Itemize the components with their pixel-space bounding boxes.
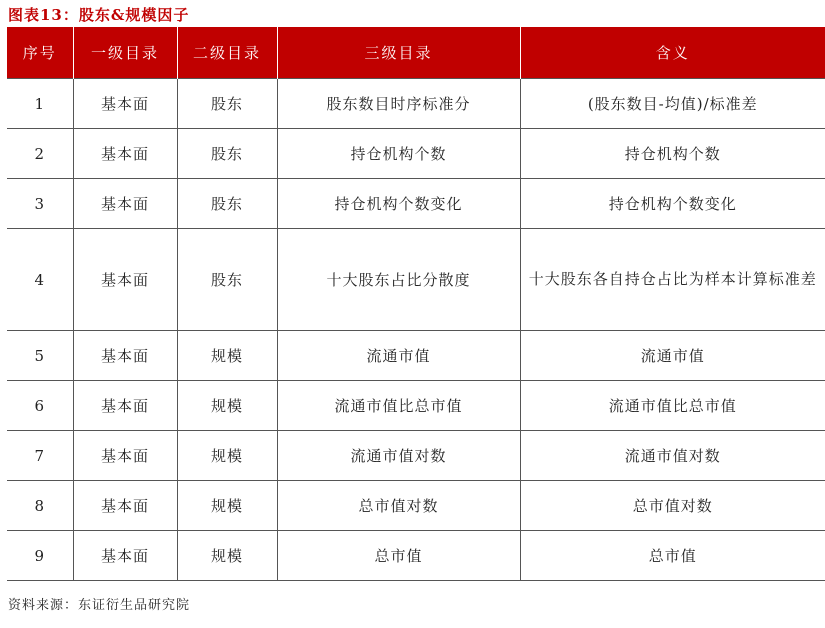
cell-index: 4 <box>7 229 73 331</box>
cell-level1: 基本面 <box>73 431 177 481</box>
cell-meaning: 十大股东各自持仓占比为样本计算标准差 <box>520 229 825 331</box>
cell-level1: 基本面 <box>73 179 177 229</box>
cell-meaning: 持仓机构个数变化 <box>520 179 825 229</box>
cell-level1: 基本面 <box>73 331 177 381</box>
cell-level3: 流通市值 <box>277 331 520 381</box>
cell-level1: 基本面 <box>73 481 177 531</box>
cell-level2: 规模 <box>177 531 277 581</box>
cell-level2: 规模 <box>177 331 277 381</box>
cell-level2: 股东 <box>177 229 277 331</box>
table-row <box>7 129 825 179</box>
cell-level1: 基本面 <box>73 381 177 431</box>
table-row <box>7 431 825 481</box>
cell-index: 1 <box>7 79 73 129</box>
cell-level2: 规模 <box>177 381 277 431</box>
cell-level3: 流通市值比总市值 <box>277 381 520 431</box>
factor-table <box>7 27 825 581</box>
cell-index: 6 <box>7 381 73 431</box>
cell-level2: 股东 <box>177 79 277 129</box>
cell-level1: 基本面 <box>73 531 177 581</box>
cell-index: 7 <box>7 431 73 481</box>
cell-level3: 总市值对数 <box>277 481 520 531</box>
table-row <box>7 331 825 381</box>
cell-level3: 持仓机构个数 <box>277 129 520 179</box>
cell-meaning: 流通市值对数 <box>520 431 825 481</box>
table-row <box>7 481 825 531</box>
table-row <box>7 79 825 129</box>
cell-meaning: 流通市值 <box>520 331 825 381</box>
cell-meaning: 总市值 <box>520 531 825 581</box>
cell-index: 9 <box>7 531 73 581</box>
header-index: 序号 <box>7 27 73 79</box>
cell-level2: 股东 <box>177 129 277 179</box>
table-row <box>7 179 825 229</box>
figure-title: 图表13：股东&规模因子 <box>8 6 190 24</box>
cell-level3: 十大股东占比分散度 <box>277 229 520 331</box>
cell-meaning: (股东数目-均值)/标准差 <box>520 79 825 129</box>
cell-index: 2 <box>7 129 73 179</box>
table-row <box>7 531 825 581</box>
header-level2: 二级目录 <box>177 27 277 79</box>
cell-level1: 基本面 <box>73 129 177 179</box>
factor-table-container <box>7 27 825 581</box>
source-note: 资料来源：东证衍生品研究院 <box>8 598 191 613</box>
cell-level1: 基本面 <box>73 79 177 129</box>
table-header-row <box>7 27 825 79</box>
cell-level2: 规模 <box>177 481 277 531</box>
header-meaning: 含义 <box>520 27 825 79</box>
cell-meaning: 流通市值比总市值 <box>520 381 825 431</box>
cell-level1: 基本面 <box>73 229 177 331</box>
cell-index: 8 <box>7 481 73 531</box>
cell-level3: 流通市值对数 <box>277 431 520 481</box>
cell-meaning: 持仓机构个数 <box>520 129 825 179</box>
cell-level2: 股东 <box>177 179 277 229</box>
cell-level3: 股东数目时序标准分 <box>277 79 520 129</box>
header-level1: 一级目录 <box>73 27 177 79</box>
cell-index: 5 <box>7 331 73 381</box>
cell-level2: 规模 <box>177 431 277 481</box>
header-level3: 三级目录 <box>277 27 520 79</box>
table-row <box>7 229 825 331</box>
cell-index: 3 <box>7 179 73 229</box>
cell-meaning: 总市值对数 <box>520 481 825 531</box>
cell-level3: 持仓机构个数变化 <box>277 179 520 229</box>
table-row <box>7 381 825 431</box>
cell-level3: 总市值 <box>277 531 520 581</box>
